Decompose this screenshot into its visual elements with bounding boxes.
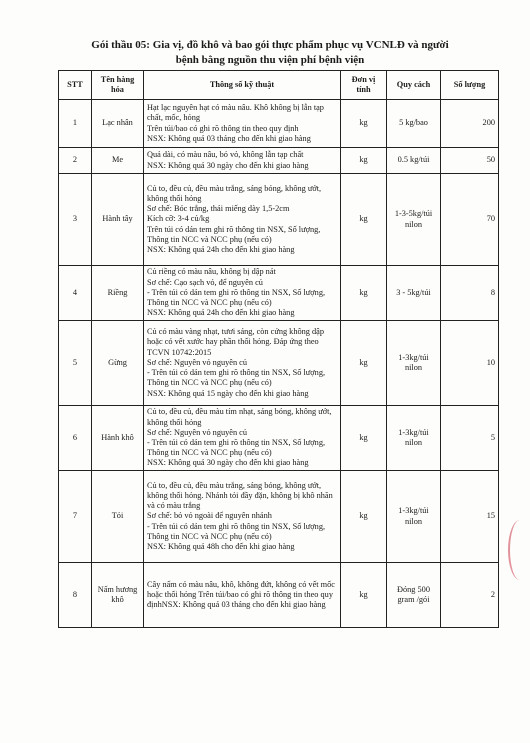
cell-unit: kg bbox=[341, 471, 387, 563]
cell-unit: kg bbox=[341, 321, 387, 406]
cell-name: Hành tây bbox=[92, 174, 144, 266]
cell-pack: Đóng 500 gram /gói bbox=[387, 563, 441, 628]
spec-line: NSX: Không quá 30 ngày cho đến khi giao hàng bbox=[147, 160, 309, 170]
table-row bbox=[59, 148, 499, 174]
cell-pack: 3 - 5kg/túi bbox=[387, 266, 441, 321]
cell-qty: 10 bbox=[441, 321, 499, 406]
header-name: Tên hàng hóa bbox=[92, 71, 144, 100]
spec-line: NSX: Không quá 48h cho đến khi giao hàng bbox=[147, 542, 295, 551]
spec-line: NSX: Không quá 15 ngày cho đến khi giao hàng bbox=[147, 388, 309, 398]
cell-unit: kg bbox=[341, 174, 387, 266]
spec-line: - Trên túi có dán tem ghi rõ thông tin NSX, Số lượng, Thông tin NCC và NCC phụ (nếu có) bbox=[147, 438, 326, 458]
cell-spec bbox=[144, 174, 341, 266]
spec-line: Sơ chế: bỏ vỏ ngoài để nguyên nhánh bbox=[147, 511, 272, 521]
cell-qty: 200 bbox=[441, 100, 499, 148]
cell-unit: kg bbox=[341, 563, 387, 628]
spec-line: Sơ chế: Bóc trắng, thái miếng dày 1,5-2cm bbox=[147, 204, 290, 214]
cell-qty: 50 bbox=[441, 148, 499, 174]
spec-line: NSX: Không quá 03 tháng cho đến khi giao hàng bbox=[147, 133, 311, 143]
table-row bbox=[59, 406, 499, 471]
cell-spec bbox=[144, 266, 341, 321]
spec-line: NSX: Không quá 24h cho đến khi giao hàng bbox=[147, 245, 295, 254]
cell-spec bbox=[144, 148, 341, 174]
cell-qty: 70 bbox=[441, 174, 499, 266]
spec-line: - Trên túi có dán tem ghi rõ thông tin NSX, Số lượng, Thông tin NCC và NCC phụ (nếu có) bbox=[147, 521, 326, 541]
header-spec: Thông số kỹ thuật bbox=[144, 71, 341, 100]
cell-spec bbox=[144, 100, 341, 148]
spec-line: Củ riềng có màu nâu, không bị dập nát bbox=[147, 267, 276, 277]
cell-unit: kg bbox=[341, 148, 387, 174]
header-stt: STT bbox=[59, 71, 92, 100]
table-row bbox=[59, 321, 499, 406]
cell-name: Gừng bbox=[92, 321, 144, 406]
cell-pack: 5 kg/bao bbox=[387, 100, 441, 148]
cell-stt: 3 bbox=[59, 174, 92, 266]
cell-stt: 5 bbox=[59, 321, 92, 406]
title-line-1: Gói thầu 05: Gia vị, đồ khô và bao gói thực phẩm phục vụ VCNLĐ và người bbox=[91, 39, 449, 51]
cell-qty: 5 bbox=[441, 406, 499, 471]
cell-name: Riềng bbox=[92, 266, 144, 321]
table-row bbox=[59, 100, 499, 148]
spec-line: Củ to, đều củ, đều màu trắng, sáng bóng, không ướt, không thối hỏng. Nhánh tỏi đầy đặn, không bị khô nhăn và có màu trắng bbox=[147, 480, 333, 511]
cell-spec bbox=[144, 563, 341, 628]
cell-stt: 2 bbox=[59, 148, 92, 174]
cell-spec bbox=[144, 321, 341, 406]
header-qty: Số lượng bbox=[441, 71, 499, 100]
cell-name: Nấm hương khô bbox=[92, 563, 144, 628]
cell-stt: 8 bbox=[59, 563, 92, 628]
cell-unit: kg bbox=[341, 406, 387, 471]
cell-qty: 15 bbox=[441, 471, 499, 563]
spec-line: Cây nấm có màu nâu, khô, không đứt, không có vết mốc hoặc thối hỏng Trên túi/bao có ghi rõ thông tin theo quy địnhNSX: Không quá 03 tháng cho đến khi giao hàng bbox=[147, 579, 335, 610]
spec-line: Kích cỡ: 3-4 củ/kg bbox=[147, 214, 210, 224]
spec-line: Củ to, đều củ, đều màu tím nhạt, sáng bóng, không ướt, không thối hỏng bbox=[147, 407, 332, 427]
table-row bbox=[59, 471, 499, 563]
table-row bbox=[59, 174, 499, 266]
red-stamp-mark bbox=[508, 520, 530, 580]
table-row bbox=[59, 563, 499, 628]
spec-line: NSX: Không quá 24h cho đến khi giao hàng bbox=[147, 308, 295, 318]
spec-line: Củ có màu vàng nhạt, tươi sáng, còn cứng không dập hoặc có vết xước hay phần thối hỏng. Đáp ứng theo TCVN 10742:2015 bbox=[147, 327, 324, 357]
cell-unit: kg bbox=[341, 100, 387, 148]
cell-stt: 4 bbox=[59, 266, 92, 321]
cell-spec bbox=[144, 406, 341, 471]
cell-pack: 1-3kg/túi nilon bbox=[387, 471, 441, 563]
cell-spec bbox=[144, 471, 341, 563]
cell-stt: 7 bbox=[59, 471, 92, 563]
spec-line: Hạt lạc nguyên hạt có màu nâu. Khô không bị lẫn tạp chất, mốc, hỏng bbox=[147, 103, 324, 123]
spec-line: Quả dài, có màu nâu, bỏ vỏ, không lẫn tạp chất bbox=[147, 150, 304, 160]
spec-line: Sơ chế: Nguyên vỏ nguyên củ bbox=[147, 427, 248, 437]
spec-line: - Trên túi có dán tem ghi rõ thông tin NSX, Số lượng, Thông tin NCC và NCC phụ (nếu có) bbox=[147, 287, 326, 308]
header-unit: Đơn vị tính bbox=[341, 71, 387, 100]
document-title bbox=[60, 38, 480, 68]
table-row bbox=[59, 266, 499, 321]
spec-line: Sơ chế: Cạo sạch vỏ, để nguyên củ bbox=[147, 277, 263, 287]
cell-stt: 1 bbox=[59, 100, 92, 148]
cell-name: Me bbox=[92, 148, 144, 174]
cell-pack: 1-3kg/túi nilon bbox=[387, 321, 441, 406]
title-line-2: bệnh bằng nguồn thu viện phí bệnh viện bbox=[175, 54, 365, 66]
spec-line: Trên túi/bao có ghi rõ thông tin theo quy định bbox=[147, 123, 299, 133]
cell-qty: 8 bbox=[441, 266, 499, 321]
spec-line: Trên túi có dán tem ghi rõ thông tin NSX, Số lượng, Thông tin NCC và NCC phụ (nếu có) bbox=[147, 224, 321, 244]
spec-table bbox=[58, 70, 499, 628]
spec-line: Sơ chế: Nguyên vỏ nguyên củ bbox=[147, 357, 248, 367]
cell-name: Tỏi bbox=[92, 471, 144, 563]
cell-name: Lạc nhân bbox=[92, 100, 144, 148]
cell-pack: 0.5 kg/túi bbox=[387, 148, 441, 174]
cell-name: Hành khô bbox=[92, 406, 144, 471]
cell-unit: kg bbox=[341, 266, 387, 321]
cell-pack: 1-3-5kg/túi nilon bbox=[387, 174, 441, 266]
cell-qty: 2 bbox=[441, 563, 499, 628]
header-pack: Quy cách bbox=[387, 71, 441, 100]
spec-line: - Trên túi có dán tem ghi rõ thông tin NSX, Số lượng, Thông tin NCC và NCC phụ (nếu có) bbox=[147, 368, 326, 388]
cell-pack: 1-3kg/túi nilon bbox=[387, 406, 441, 471]
cell-stt: 6 bbox=[59, 406, 92, 471]
spec-line: NSX: Không quá 30 ngày cho đến khi giao hàng bbox=[147, 458, 309, 468]
spec-line: Củ to, đều củ, đều màu trắng, sáng bóng, không ướt, không thối hỏng bbox=[147, 183, 322, 203]
table-header-row bbox=[59, 71, 499, 100]
